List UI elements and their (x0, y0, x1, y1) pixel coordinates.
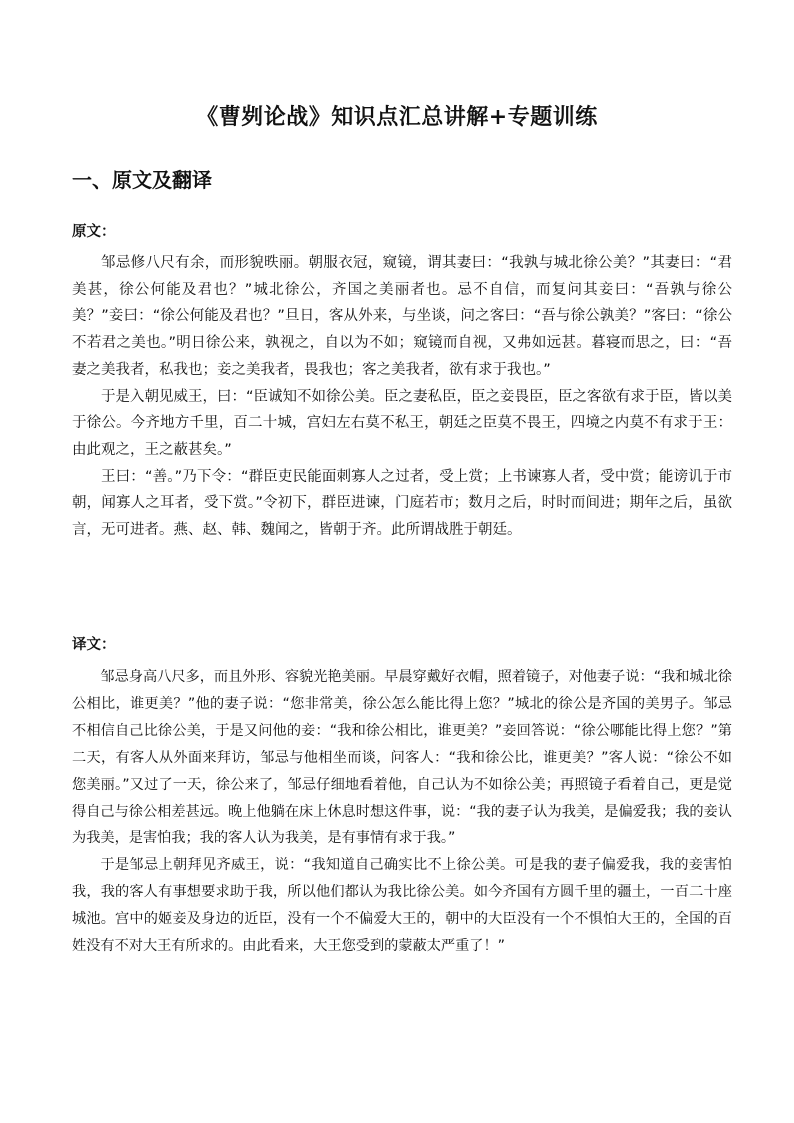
original-text-label: 原文： (72, 223, 116, 240)
translation-paragraph-1: 邹忌身高八尺多，而且外形、容貌光艳美丽。早晨穿戴好衣帽，照着镜子，对他妻子说：“我和城北徐公相比，谁更美？”他的妻子说：“您非常美，徐公怎么能比得上您？”城北的徐公是齐国的美男子。邹忌不相信自己比徐公美，于是又问他的妾：“我和徐公相比，谁更美？”妾回答说：“徐公哪能比得上您？”第二天，有客人从外面来拜访，邹忌与他相坐而谈，问客人：“我和徐公比，谁更美？”客人说：“徐公不如您美丽。”又过了一天，徐公来了，邹忌仔细地看着他，自己认为不如徐公美；再照镜子看着自己，更是觉得自己与徐公相差甚远。晚上他躺在床上休息时想这件事，说：“我的妻子认为我美，是偏爱我；我的妾认为我美，是害怕我；我的客人认为我美，是有事情有求于我。” (72, 669, 732, 847)
section-heading: 一、原文及翻译 (72, 168, 212, 192)
translation-label: 译文： (72, 636, 116, 653)
document-title: 《曹刿论战》知识点汇总讲解+专题训练 (196, 104, 598, 130)
original-paragraph-2: 于是入朝见威王，曰：“臣诚知不如徐公美。臣之妻私臣，臣之妾畏臣，臣之客欲有求于臣，皆以美于徐公。今齐地方千里，百二十城，宫妇左右莫不私王，朝廷之臣莫不畏王，四境之内莫不有求于王：由此观之，王之蔽甚矣。” (72, 388, 733, 458)
translation-text-block (72, 664, 732, 960)
translation-paragraph-2: 于是邹忌上朝拜见齐威王，说：“我知道自己确实比不上徐公美。可是我的妻子偏爱我，我的妾害怕我，我的客人有事想要求助于我，所以他们都认为我比徐公美。如今齐国有方圆千里的疆土，一百二十座城池。宫中的姬妾及身边的近臣，没有一个不偏爱大王的，朝中的大臣没有一个不惧怕大王的，全国的百姓没有不对大王有所求的。由此看来，大王您受到的蒙蔽太严重了！” (72, 857, 732, 955)
original-paragraph-1: 邹忌修八尺有余，而形貌昳丽。朝服衣冠，窥镜，谓其妻曰：“我孰与城北徐公美？”其妻曰：“君美甚，徐公何能及君也？”城北徐公，齐国之美丽者也。忌不自信，而复问其妾曰：“吾孰与徐公美？”妾曰：“徐公何能及君也？”旦日，客从外来，与坐谈，问之客曰：“吾与徐公孰美？”客曰：“徐公不若君之美也。”明日徐公来，孰视之，自以为不如；窥镜而自视，又弗如远甚。暮寝而思之，曰：“吾妻之美我者，私我也；妾之美我者，畏我也；客之美我者，欲有求于我也。” (72, 255, 732, 378)
original-text-block (72, 250, 732, 544)
original-paragraph-3: 王曰：“善。”乃下令：“群臣吏民能面刺寡人之过者，受上赏；上书谏寡人者，受中赏；能谤讥于市朝，闻寡人之耳者，受下赏。”令初下，群臣进谏，门庭若市；数月之后，时时而间进；期年之后，虽欲言，无可进者。燕、赵、韩、魏闻之，皆朝于齐。此所谓战胜于朝廷。 (72, 468, 732, 539)
